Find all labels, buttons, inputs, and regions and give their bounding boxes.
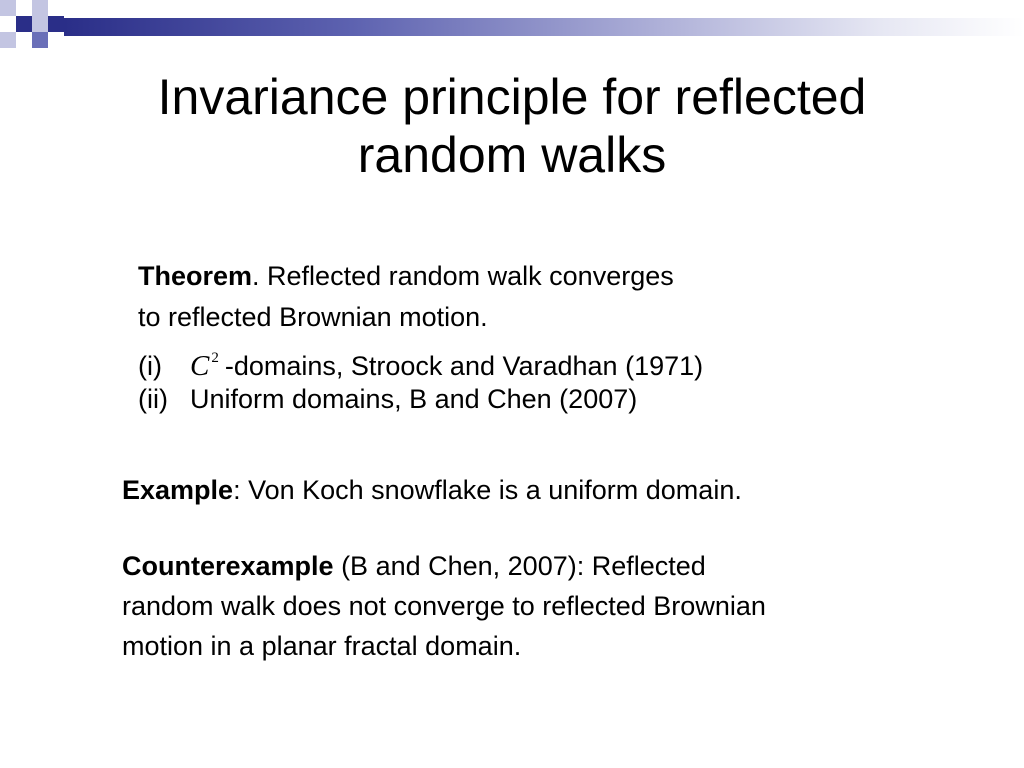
title-line-1: Invariance principle for reflected [157, 69, 867, 125]
decor-square [0, 16, 16, 32]
theorem-line-1 [138, 256, 898, 297]
title-line-2: random walks [357, 127, 667, 183]
decor-square [32, 32, 48, 48]
decor-square [16, 0, 32, 16]
theorem-text: . Reflected random walk converges [252, 261, 674, 291]
counterexample-line-1 [122, 546, 982, 586]
math-base: C [190, 350, 210, 382]
counterexample-line-2: random walk does not converge to reflected Brownian [122, 591, 766, 621]
math-superscript: 2 [211, 350, 219, 366]
counterexample-paragraph [122, 546, 982, 666]
theorem-label: Theorem [138, 261, 253, 291]
example-label: Example [122, 475, 234, 505]
theorem-item-1 [138, 338, 898, 382]
item-marker: (i) [138, 351, 162, 381]
counterexample-text: (B and Chen, 2007): Reflected [333, 551, 706, 581]
example-paragraph [122, 470, 982, 510]
theorem-block [138, 256, 898, 420]
title-gradient-bar [64, 18, 1024, 36]
item-text: Uniform domains, B and Chen (2007) [190, 384, 638, 414]
item-marker: (ii) [138, 384, 168, 414]
decor-square [0, 0, 16, 16]
decor-square [16, 32, 32, 48]
item-text: -domains, Stroock and Varadhan (1971) [224, 351, 704, 381]
decor-square [48, 16, 64, 32]
counterexample-line-3: motion in a planar fractal domain. [122, 631, 522, 661]
theorem-line-2: to reflected Brownian motion. [138, 302, 488, 332]
decor-square [48, 0, 64, 16]
decor-square [48, 32, 64, 48]
example-text: : Von Koch snowflake is a uniform domain. [233, 475, 742, 505]
theorem-item-2 [138, 379, 898, 420]
decor-square [0, 32, 16, 48]
counterexample-label: Counterexample [122, 551, 334, 581]
decorative-header [0, 0, 1024, 60]
slide-title [0, 68, 1024, 184]
decor-square [32, 0, 48, 16]
decor-square [16, 16, 32, 32]
decor-square [32, 16, 48, 32]
